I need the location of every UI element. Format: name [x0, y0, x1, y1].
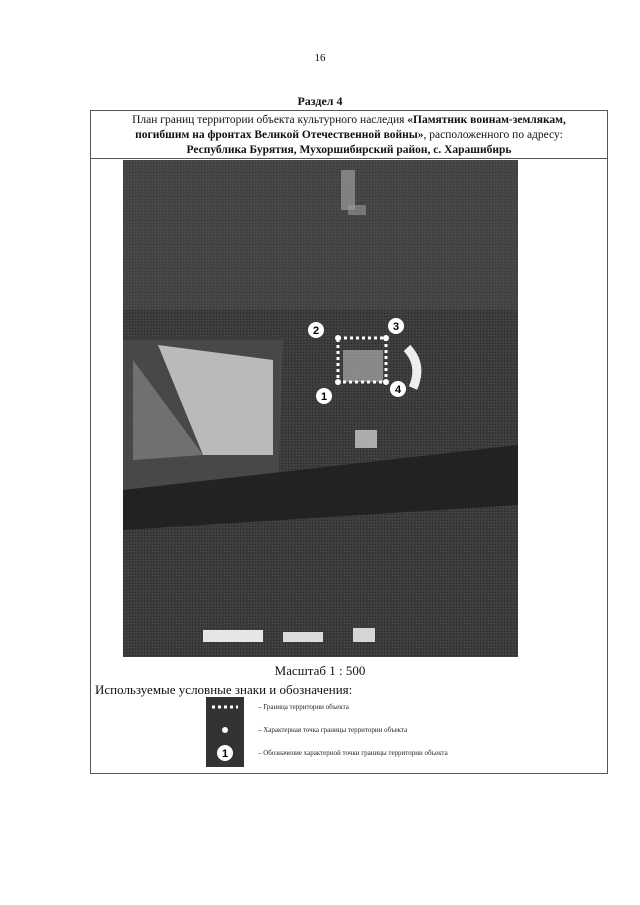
section-title: Раздел 4 [297, 94, 343, 108]
svg-text:3: 3 [392, 321, 400, 333]
legend-item-point-label: – Обозначение характерной точки границы территории объекта [258, 749, 448, 757]
title-line1-regular: План границ территории объекта культурного наследия [132, 114, 408, 126]
title-line1-bold: «Памятник воинам-землякам, [407, 114, 566, 126]
point-label-symbol [217, 745, 233, 761]
boundary-point-symbol [222, 727, 228, 733]
svg-text:1: 1 [320, 391, 328, 403]
point-marker-3 [388, 318, 404, 334]
legend-heading: Используемые условные знаки и обозначения: [95, 682, 353, 697]
legend-symbols [206, 697, 244, 767]
aerial-photo-map [123, 160, 518, 657]
legend-item-boundary: – Граница территории объекта [258, 703, 349, 711]
svg-text:2: 2 [312, 325, 320, 337]
title-line2-regular: , расположенного по адресу: [423, 129, 563, 141]
title-line2-bold: погибшим на фронтах Великой Отечественной войны» [135, 129, 424, 141]
point-marker-4 [390, 381, 406, 397]
plan-title [91, 111, 607, 159]
boundary-point-4 [383, 379, 389, 385]
page-number: 16 [314, 52, 326, 64]
map-scale: Масштаб 1 : 500 [274, 663, 366, 678]
aerial-photo [123, 160, 518, 657]
legend-symbols-svg [206, 697, 244, 767]
legend-item-point: – Характерная точка границы территории объекта [258, 726, 408, 734]
svg-text:1: 1 [221, 748, 229, 760]
boundary-point-1 [335, 379, 341, 385]
point-marker-2 [308, 322, 324, 338]
point-marker-1 [316, 388, 332, 404]
title-line3-bold: Республика Бурятия, Мухоршибирский район, с. Харашибирь [186, 144, 512, 156]
boundary-point-2 [335, 335, 341, 341]
svg-text:4: 4 [394, 384, 402, 396]
boundary-point-3 [383, 335, 389, 341]
